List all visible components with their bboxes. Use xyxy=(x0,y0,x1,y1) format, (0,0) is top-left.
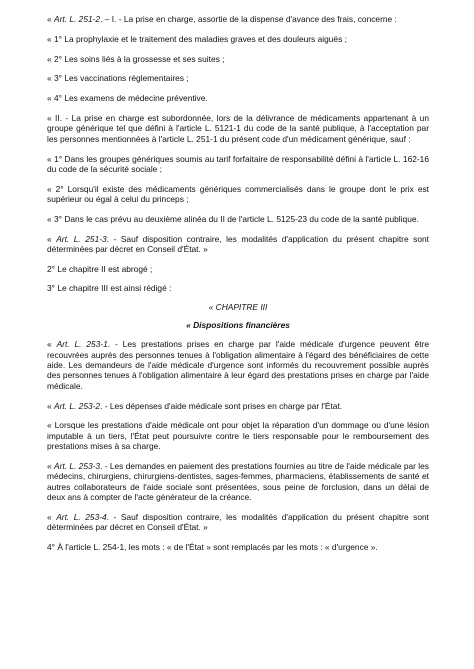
article-reference: Art. L. 253-1 xyxy=(56,339,108,350)
paragraph-item-4: « 4° Les examens de médecine préventive. xyxy=(47,93,208,104)
paragraph-art-l-253-2 xyxy=(47,401,429,411)
quote-open: « xyxy=(47,400,54,411)
paragraph-exception-3: « 3° Dans le cas prévu au deuxième alinéa du II de l'article L. 5125-23 du code de la santé publique. xyxy=(47,214,419,224)
document-page xyxy=(47,14,429,562)
paragraph-text: . - Les demandes en paiement des prestations fournies au titre de l'aide médicale par les médecins, chirurgiens, chirurgiens-dentistes, sages-femmes, pharmaciens, établissements de santé et autres collaborateurs de l'aide sociale sont présentées, sous peine de forclusion, dans un délai de deux ans à compter de l'acte générateur de la créance. xyxy=(47,461,429,503)
section-heading: « Dispositions financières xyxy=(186,319,290,330)
paragraph-chapter-iii-intro: 3° Le chapitre III est ainsi rédigé : xyxy=(47,282,172,293)
paragraph-exception-1: « 1° Dans les groupes génériques soumis au tarif forfaitaire de responsabilité défini à l'article L. 162-16 du code de la sécurité sociale ; xyxy=(47,153,429,174)
paragraph-text: . – I. - La prise en charge, assortie de la dispense d'avance des frais, concerne : xyxy=(100,14,397,24)
chapter-heading: « CHAPITRE III xyxy=(208,302,268,313)
paragraph-chapter-ii-abrogated: 2° Le chapitre II est abrogé ; xyxy=(47,264,153,274)
paragraph-article-l-254-1: 4° À l'article L. 254-1, les mots : « de l'État » sont remplacés par les mots : « d'urgence ». xyxy=(47,542,378,553)
paragraph-text: . - Sauf disposition contraire, les modalités d'application du présent chapitre sont déterminées par décret en Conseil d'État. » xyxy=(47,512,429,533)
article-reference: Art. L. 253-4 xyxy=(56,512,107,523)
article-reference: Art. L. 251-2 xyxy=(54,14,101,24)
quote-open: « xyxy=(47,339,57,350)
article-reference: Art. L. 253-2 xyxy=(54,400,101,411)
paragraph-item-2: « 2° Les soins liés à la grossesse et ses suites ; xyxy=(47,53,225,64)
quote-open: « xyxy=(47,512,57,523)
article-reference: Art. L. 253-3 xyxy=(54,461,101,472)
paragraph-art-l-253-1 xyxy=(47,339,429,391)
paragraph-text: . - Les dépenses d'aide médicale sont prises en charge par l'État. xyxy=(100,400,343,411)
paragraph-item-1: « 1° La prophylaxie et le traitement des maladies graves et des douleurs aiguës ; xyxy=(47,33,347,44)
paragraph-art-l-253-4 xyxy=(47,512,429,533)
quote-open: « xyxy=(47,14,54,24)
article-reference: Art. L. 251-3 xyxy=(56,233,107,244)
paragraph-art-l-251-3 xyxy=(47,234,429,255)
quote-open: « xyxy=(47,233,57,244)
paragraph-art-l-253-3 xyxy=(47,461,429,503)
paragraph-text: . - Les prestations prises en charge par l'aide médicale d'urgence peuvent être recouvrées auprès des personnes tenues à l'obligation alimentaire à l'égard des bénéficiaires de cette aide. Les demandeurs de l'aide médicale d'urgence sont informés du recouvrement possible auprès des personnes tenues à l'obligation alimentaire à leur égard des prestations prises en charge par l'aide médicale. xyxy=(47,339,429,391)
paragraph-exception-2: « 2° Lorsqu'il existe des médicaments génériques commercialisés dans le groupe dont le prix est supérieur ou égal à celui du princeps ; xyxy=(47,183,429,205)
quote-open: « xyxy=(47,461,54,472)
paragraph-recovery-third-party: « Lorsque les prestations d'aide médicale ont pour objet la réparation d'un dommage ou d'une lésion imputable à un tiers, l'État peut poursuivre contre le tiers responsable pour le remboursement des prestations mises à sa charge. xyxy=(47,420,429,452)
paragraph-section-ii: « II. - La prise en charge est subordonnée, lors de la délivrance de médicaments appartenant à un groupe générique tel que défini à l'article L. 5121-1 du code de la santé publique, à l'acceptation par les personnes mentionnées à l'article L. 251-1 du présent code d'un médicament générique, sauf : xyxy=(47,112,429,144)
paragraph-item-3: « 3° Les vaccinations réglementaires ; xyxy=(47,73,189,84)
paragraph-art-l-251-2 xyxy=(47,14,429,24)
paragraph-text: . - Sauf disposition contraire, les modalités d'application du présent chapitre sont déterminées par décret en Conseil d'État. » xyxy=(47,233,429,255)
